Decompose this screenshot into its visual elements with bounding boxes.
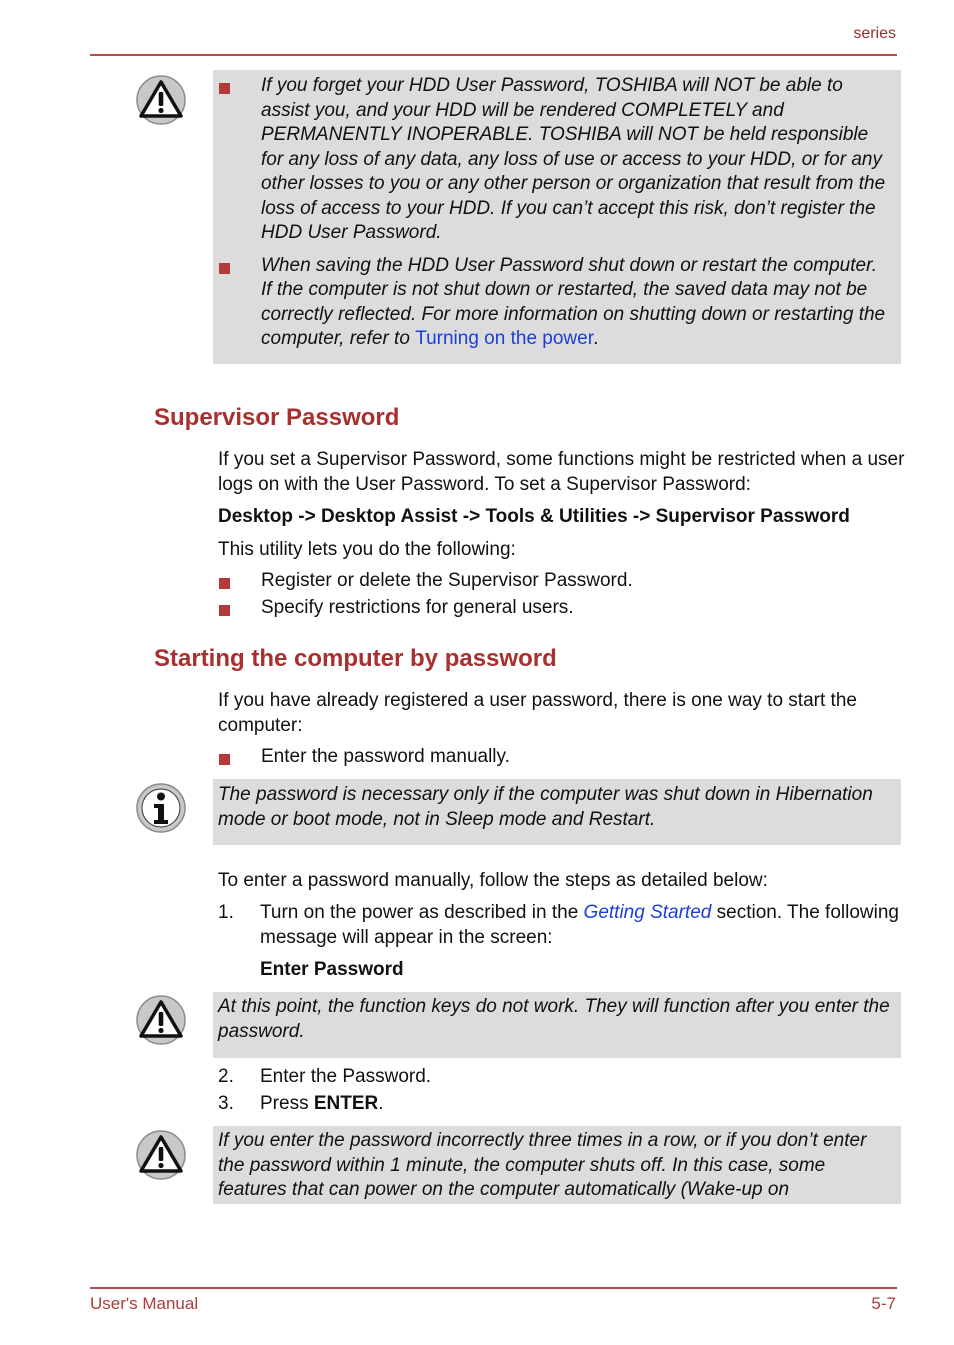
info-icon — [136, 783, 186, 833]
bullet-square — [219, 578, 230, 589]
list-item — [213, 1065, 903, 1090]
enter-password-message: Enter Password — [260, 959, 404, 980]
section-heading-starting: Starting the computer by password — [154, 645, 557, 672]
step-number: 1. — [218, 902, 234, 923]
link-turning-on-the-power[interactable]: Turning on the power — [415, 328, 595, 349]
list-item — [213, 596, 903, 621]
list-item-text: Register or delete the Supervisor Password. — [261, 570, 633, 591]
step-number: 2. — [218, 1066, 234, 1087]
warning-text: If you enter the password incorrectly three times in a row, or if you don’t enter the password within 1 minute, the computer shuts off. In this case, some features that can power on the computer automatically (Wake-up on — [218, 1130, 867, 1200]
step-number: 3. — [218, 1093, 234, 1114]
step-text: Enter the Password. — [260, 1066, 432, 1087]
warning-callout-function-keys — [213, 992, 901, 1058]
warning-triangle-icon — [136, 995, 186, 1045]
footer-page-number: 5-7 — [871, 1294, 896, 1313]
warning-text-part: When saving the HDD User Password shut down or restart the computer. If the computer is not shut down or restarted, the saved data may not be correctly reflected. For more information on shutting down or restarting the computer, refer to — [261, 254, 886, 349]
paragraph: If you set a Supervisor Password, some functions might be restricted when a user logs on with the User Password. To set a Supervisor Password: — [218, 449, 905, 495]
list-item — [213, 254, 901, 352]
warning-callout-incorrect-password — [213, 1126, 901, 1204]
warning-text: If you forget your HDD User Password, TOSHIBA will NOT be able to assist you, and your HDD will be rendered COMPLETELY and PERMANENTLY INOPERABLE. TOSHIBA will NOT be held responsible for any loss of any data, any loss of use or access to your HDD, or for any other losses to you or any other person or organization that result from the loss of access to your HDD. If you can’t accept this risk, don’t register the HDD User Password. — [261, 75, 886, 243]
supervisor-list — [213, 569, 903, 621]
header-rule — [90, 54, 897, 56]
list-item — [213, 1092, 903, 1117]
list-item — [213, 745, 903, 770]
starting-list — [213, 745, 903, 770]
step-text: . — [378, 1093, 384, 1114]
key-name-enter: ENTER — [313, 1093, 379, 1114]
header-series: series — [853, 25, 896, 42]
paragraph: If you have already registered a user password, there is one way to start the computer: — [218, 690, 857, 736]
warning-triangle-icon — [136, 75, 186, 125]
list-item-text: Specify restrictions for general users. — [261, 597, 574, 618]
warning-triangle-icon — [136, 1130, 186, 1180]
warning-text: At this point, the function keys do not work. They will function after you enter the password. — [218, 996, 890, 1042]
bullet-square — [219, 754, 230, 765]
info-callout-note — [213, 779, 901, 845]
list-item — [213, 569, 903, 594]
note-text: The password is necessary only if the computer was shut down in Hibernation mode or boot mode, not in Sleep mode and Restart. — [218, 784, 873, 830]
list-item — [213, 74, 901, 246]
warning-text — [261, 254, 891, 352]
step-text: section. The following message will appear in the screen: — [260, 902, 899, 948]
list-item-text: Enter the password manually. — [261, 746, 510, 767]
steps-list-1 — [213, 901, 903, 983]
steps-list-2 — [213, 1065, 903, 1117]
menu-path: Desktop -> Desktop Assist -> Tools & Utilities -> Supervisor Password — [218, 506, 850, 527]
warning-text-part: . — [594, 328, 600, 349]
bullet-square — [219, 605, 230, 616]
bullet-square — [219, 263, 230, 274]
step-text: Press — [260, 1093, 314, 1114]
list-item — [213, 901, 903, 950]
footer-rule — [90, 1287, 897, 1289]
step-text: Turn on the power as described in the — [260, 902, 584, 923]
section-heading-supervisor: Supervisor Password — [154, 404, 400, 431]
footer-manual-title: User's Manual — [90, 1294, 199, 1313]
warning-callout-hdd — [213, 70, 901, 364]
bullet-square — [219, 83, 230, 94]
link-getting-started[interactable]: Getting Started — [583, 902, 712, 923]
paragraph: To enter a password manually, follow the steps as detailed below: — [218, 870, 768, 891]
paragraph: This utility lets you do the following: — [218, 539, 516, 560]
